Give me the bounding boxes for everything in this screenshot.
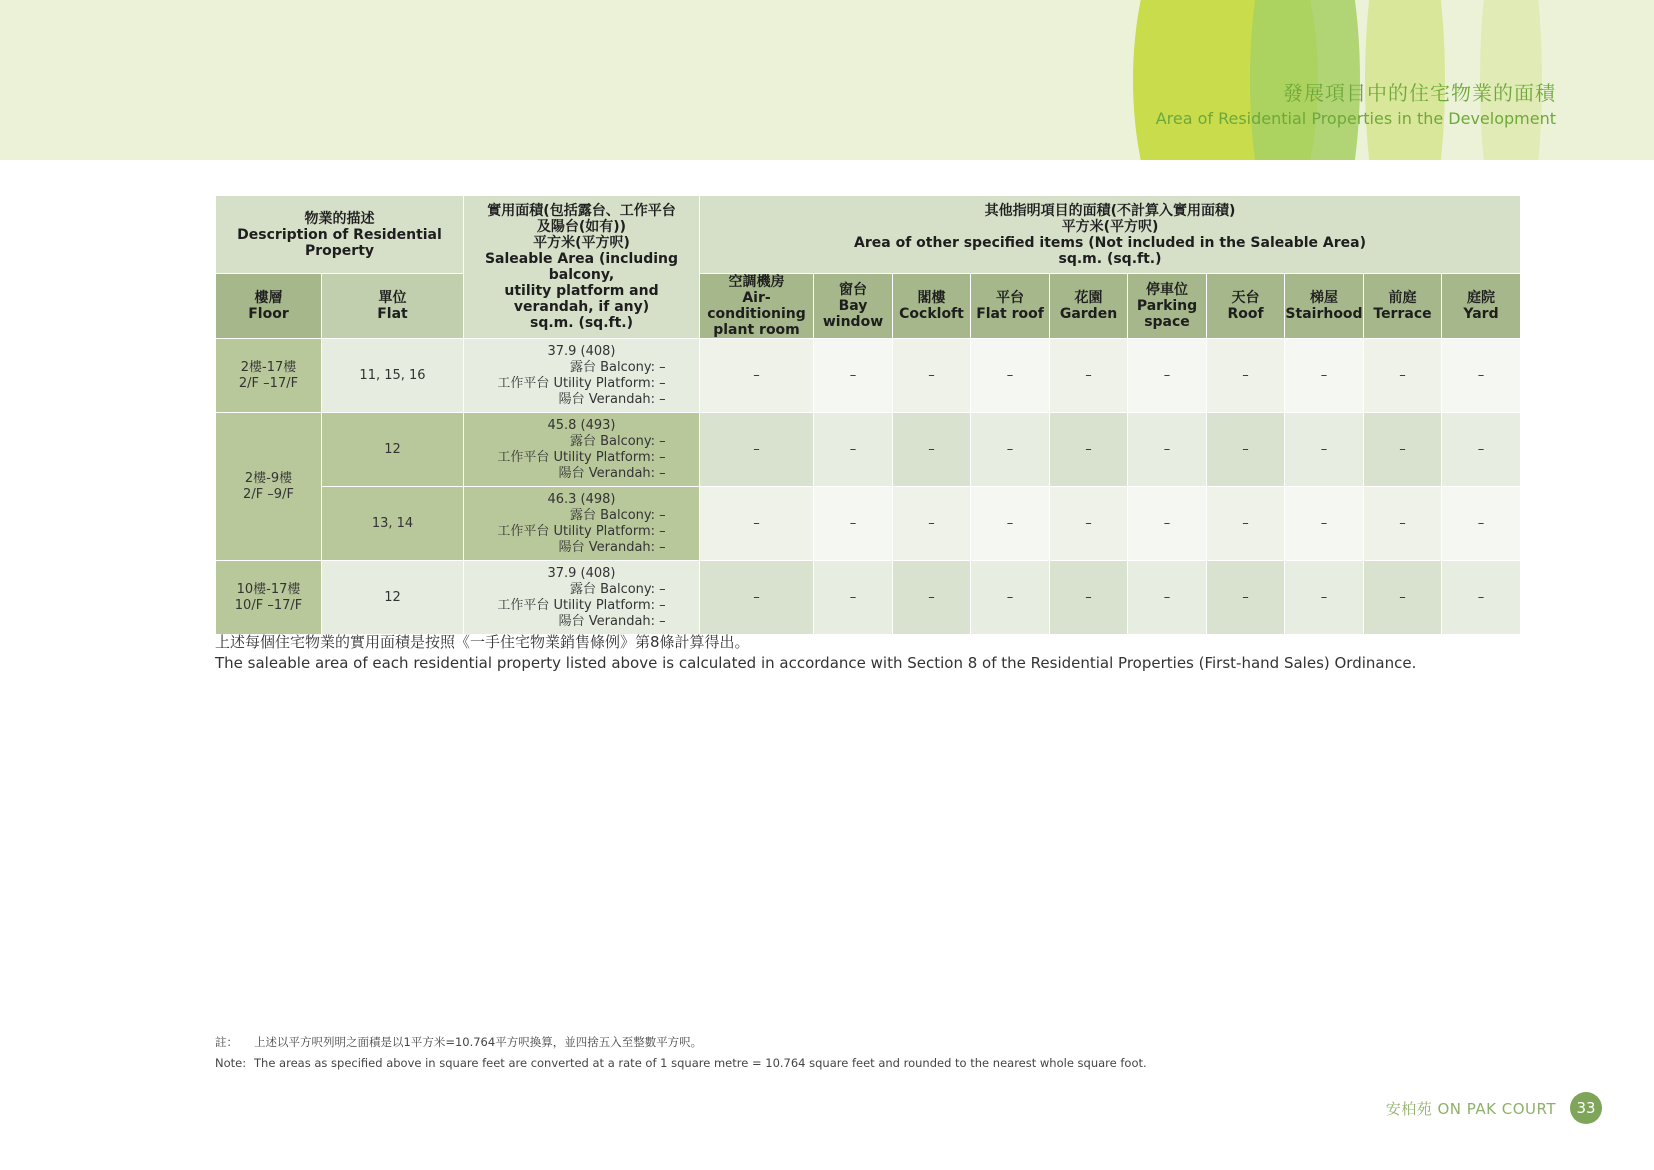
item-cell: – (1442, 561, 1521, 635)
item-cell: – (814, 413, 893, 487)
floor-text: 10樓-17樓 10/F –17/F (234, 581, 303, 613)
item-cell: – (893, 413, 971, 487)
floor-text: 2樓-9樓 2/F –9/F (243, 470, 294, 502)
balcony-line: 露台 Balcony: – (569, 359, 666, 375)
page-title (1156, 80, 1556, 130)
item-cell: – (1207, 413, 1285, 487)
item-cell: – (1128, 561, 1207, 635)
saleable-area-value: 37.9 (408) (547, 565, 616, 581)
floor-text: 2樓-17樓 2/F –17/F (238, 359, 299, 391)
header-description (216, 196, 464, 274)
header-item-text: 停車位 Parking space (1136, 282, 1198, 330)
item-cell: – (893, 487, 971, 561)
item-cell: – (1050, 413, 1128, 487)
header-item (1364, 274, 1442, 339)
utility-line: 工作平台 Utility Platform: – (497, 523, 666, 539)
footnote-en (215, 1055, 1147, 1071)
item-cell: – (1050, 487, 1128, 561)
footnote-zh (215, 1034, 702, 1050)
item-cell: – (893, 339, 971, 413)
item-cell: – (700, 561, 814, 635)
item-cell: – (1207, 561, 1285, 635)
saleable-cell (464, 413, 700, 487)
header-item (1442, 274, 1521, 339)
floor-cell (216, 561, 322, 635)
saleable-cell (464, 339, 700, 413)
item-cell: – (1364, 413, 1442, 487)
saleable-area-value: 37.9 (408) (547, 343, 616, 359)
item-cell: – (1364, 487, 1442, 561)
header-item-text: 天台 Roof (1227, 290, 1264, 322)
item-cell: – (1207, 339, 1285, 413)
item-cell: – (1285, 413, 1364, 487)
floor-cell (216, 413, 322, 561)
header-floor-text: 樓層 Floor (248, 290, 289, 322)
header-item (1207, 274, 1285, 339)
utility-line: 工作平台 Utility Platform: – (497, 597, 666, 613)
item-cell: – (1050, 561, 1128, 635)
page-title-zh: 發展項目中的住宅物業的面積 (1283, 81, 1556, 105)
item-cell: – (1364, 561, 1442, 635)
header-item-text: 空調機房 Air-conditioning plant room (707, 274, 806, 338)
saleable-cell (464, 561, 700, 635)
item-cell: – (1285, 561, 1364, 635)
saleable-block (497, 344, 665, 408)
header-flat (322, 274, 464, 339)
item-cell: – (814, 487, 893, 561)
header-item-text: 前庭 Terrace (1373, 290, 1432, 322)
page-number: 33 (1570, 1092, 1602, 1124)
header-item-text: 庭院 Yard (1463, 290, 1499, 322)
footnote-text-zh: 上述以平方呎列明之面積是以1平方米=10.764平方呎換算，並四捨五入至整數平方呎。 (254, 1035, 703, 1049)
footnote-label-zh: 註： (215, 1035, 238, 1049)
header-item-text: 窗台 Bay window (822, 282, 884, 330)
flat-cell: 12 (322, 413, 464, 487)
flat-cell: 11, 15, 16 (322, 339, 464, 413)
area-table (215, 195, 1521, 635)
item-cell: – (814, 561, 893, 635)
item-cell: – (1128, 339, 1207, 413)
item-cell: – (1285, 487, 1364, 561)
item-cell: – (1207, 487, 1285, 561)
table-row (216, 561, 1521, 635)
verandah-line: 陽台 Verandah: – (558, 539, 666, 555)
header-item (814, 274, 893, 339)
balcony-line: 露台 Balcony: – (569, 507, 666, 523)
utility-line: 工作平台 Utility Platform: – (497, 375, 666, 391)
item-cell: – (1442, 339, 1521, 413)
item-cell: – (700, 339, 814, 413)
item-cell: – (1442, 413, 1521, 487)
saleable-area-value: 46.3 (498) (547, 491, 616, 507)
header-description-text: 物業的描述 Description of Residential Property (237, 210, 442, 259)
saleable-block (497, 566, 665, 630)
table-row (216, 487, 1521, 561)
header-other-text: 其他指明項目的面積(不計算入實用面積) 平方米(平方呎) Area of other specified items (Not included in the Saleable Area) sq.m. (sq.ft.) (854, 202, 1366, 267)
item-cell: – (971, 413, 1050, 487)
floor-cell (216, 339, 322, 413)
saleable-block (497, 492, 665, 556)
header-item (700, 274, 814, 339)
table-row (216, 339, 1521, 413)
item-cell: – (814, 339, 893, 413)
saleable-note-en: The saleable area of each residential property listed above is calculated in accordance with Section 8 of the Residential Properties (First-hand Sales) Ordinance. (215, 654, 1417, 672)
table-row (216, 413, 1521, 487)
header-item-text: 閣樓 Cockloft (899, 290, 964, 322)
item-cell: – (971, 487, 1050, 561)
header-floor (216, 274, 322, 339)
verandah-line: 陽台 Verandah: – (558, 465, 666, 481)
verandah-line: 陽台 Verandah: – (558, 391, 666, 407)
saleable-area-value: 45.8 (493) (547, 417, 616, 433)
footnote-label-en: Note: (215, 1056, 247, 1070)
flat-cell: 13, 14 (322, 487, 464, 561)
header-item-text: 花園 Garden (1059, 290, 1118, 322)
item-cell: – (1364, 339, 1442, 413)
item-cell: – (1050, 339, 1128, 413)
saleable-cell (464, 487, 700, 561)
item-cell: – (1442, 487, 1521, 561)
header-saleable-text: 實用面積(包括露台、工作平台 及陽台(如有)) 平方米(平方呎) Saleable Area (including balcony, utility platform and verandah, if any) sq.m. (sq.ft.) (484, 203, 679, 331)
header-other-items (700, 196, 1521, 274)
item-cell: – (700, 487, 814, 561)
saleable-note-zh: 上述每個住宅物業的實用面積是按照《一手住宅物業銷售條例》第8條計算得出。 (215, 633, 750, 651)
item-cell: – (700, 413, 814, 487)
header-item-text: 梯屋 Stairhood (1285, 290, 1363, 322)
header-item (1050, 274, 1128, 339)
footnote-text-en: The areas as specified above in square feet are converted at a rate of 1 square metre = 10.764 square feet and rounded to the nearest whole square foot. (254, 1056, 1147, 1070)
item-cell: – (1285, 339, 1364, 413)
verandah-line: 陽台 Verandah: – (558, 613, 666, 629)
header-item (1285, 274, 1364, 339)
item-cell: – (893, 561, 971, 635)
header-item-text: 平台 Flat roof (976, 290, 1044, 322)
utility-line: 工作平台 Utility Platform: – (497, 449, 666, 465)
item-cell: – (1128, 487, 1207, 561)
header-item (1128, 274, 1207, 339)
balcony-line: 露台 Balcony: – (569, 433, 666, 449)
flat-cell: 12 (322, 561, 464, 635)
saleable-block (497, 418, 665, 482)
item-cell: – (971, 561, 1050, 635)
brand-name: 安柏苑 ON PAK COURT (1385, 1100, 1556, 1118)
item-cell: – (971, 339, 1050, 413)
header-item (893, 274, 971, 339)
page-title-en: Area of Residential Properties in the Development (1155, 109, 1556, 128)
balcony-line: 露台 Balcony: – (569, 581, 666, 597)
header-item (971, 274, 1050, 339)
header-flat-text: 單位 Flat (377, 290, 408, 322)
header-saleable-area (464, 196, 700, 339)
item-cell: – (1128, 413, 1207, 487)
